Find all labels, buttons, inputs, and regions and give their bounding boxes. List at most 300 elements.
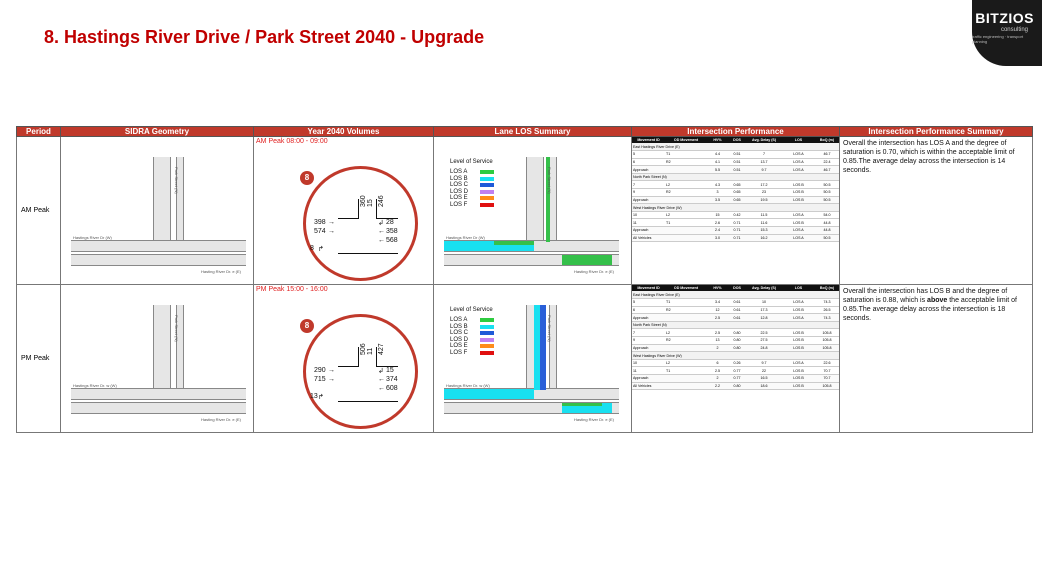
geometry-diagram (434, 137, 631, 284)
performance-summary (840, 137, 1032, 177)
perf-cell: LOS B (782, 337, 815, 345)
arrow-east-3: ← (378, 237, 385, 244)
legend-title: Level of Service (450, 159, 493, 165)
perf-cell: 6 (632, 306, 665, 314)
page-title: 8. Hastings River Drive / Park Street 2040 - Upgrade (44, 27, 485, 47)
perf-cell: 26.5 (815, 306, 839, 314)
volumes-cell (254, 137, 434, 285)
perf-cell: R2 (665, 337, 707, 345)
perf-cell: LOS B (782, 344, 815, 352)
perf-cell: 70.7 (815, 375, 839, 383)
legend-label: LOS E (450, 195, 468, 202)
perf-cell: LOS B (782, 181, 815, 189)
perf-section: West Hastings River Drive (W) (632, 352, 839, 360)
north-road-label: Park Street (N) (174, 167, 179, 194)
perf-cell: 0.51 (728, 151, 746, 159)
perf-cell: 13 (707, 337, 728, 345)
perf-cell: LOS A (782, 211, 815, 219)
volume-east-1: 15 (386, 367, 394, 374)
perf-cell: LOS A (782, 158, 815, 166)
perf-cell: LOS A (782, 166, 815, 174)
legend-label: LOS D (450, 188, 469, 195)
volume-east-1: 28 (386, 219, 394, 226)
volume-east-3: 568 (386, 237, 398, 244)
perf-cell: LOS A (782, 359, 815, 367)
perf-header: LOS (782, 137, 815, 143)
arrow-east-2: ← (378, 228, 385, 235)
perf-cell: 3 (707, 189, 728, 197)
lane-east-los (562, 255, 612, 265)
analysis-table (16, 126, 1033, 433)
volume-north-a: 506 (360, 343, 367, 355)
perf-row (632, 196, 839, 204)
legend-label: LOS F (450, 201, 468, 208)
perf-section: East Hastings River Drive (E) (632, 291, 839, 299)
perf-cell: 4.3 (707, 181, 728, 189)
perf-cell: 74.3 (815, 299, 839, 307)
performance-table (632, 137, 839, 242)
perf-row (632, 143, 839, 151)
perf-cell: LOS B (782, 189, 815, 197)
perf-cell: 11 (632, 219, 665, 227)
perf-row (632, 382, 839, 390)
perf-row (632, 359, 839, 367)
perf-cell: 2.5 (707, 367, 728, 375)
perf-row (632, 306, 839, 314)
perf-cell (665, 196, 707, 204)
perf-cell: 54.0 (815, 211, 839, 219)
arrow-east-1: ↲ (378, 368, 384, 375)
legend-label: LOS E (450, 343, 468, 350)
perf-cell: 0.65 (728, 189, 746, 197)
perf-cell: 7 (632, 329, 665, 337)
perf-cell: LOS B (782, 219, 815, 227)
perf-cell: 46.7 (815, 166, 839, 174)
perf-cell: 3.4 (707, 299, 728, 307)
perf-cell: 0.51 (728, 166, 746, 174)
summary-emphasis: above (927, 297, 948, 304)
legend-label: LOS F (450, 349, 468, 356)
volume-south: 13 (310, 393, 318, 400)
volume-west-top: 398 (314, 219, 326, 226)
perf-cell: LOS B (782, 196, 815, 204)
perf-cell: Approach (632, 314, 665, 322)
geometry-diagram (61, 285, 253, 432)
perf-cell: 22.4 (815, 158, 839, 166)
perf-row (632, 367, 839, 375)
perf-cell: 13.7 (746, 158, 782, 166)
north-right-kerb (376, 199, 377, 219)
perf-cell: 15 (707, 211, 728, 219)
perf-cell: 0.42 (728, 211, 746, 219)
perf-cell: 44.8 (815, 219, 839, 227)
perf-header: Avg. Delay (S) (746, 137, 782, 143)
sidra-geometry-cell (61, 137, 254, 285)
perf-row (632, 234, 839, 242)
perf-row (632, 189, 839, 197)
perf-cell: 4.1 (707, 158, 728, 166)
west-top-kerb (338, 366, 359, 367)
north-road (153, 157, 171, 242)
perf-cell: 5.5 (707, 166, 728, 174)
perf-cell: 105.8 (815, 329, 839, 337)
legend-label: LOS B (450, 175, 468, 182)
brand-logo (972, 0, 1042, 66)
geometry-diagram (434, 285, 631, 432)
perf-cell: 6 (632, 158, 665, 166)
perf-cell: 3.0 (707, 234, 728, 242)
lane-los-cell (434, 137, 632, 285)
arrow-east-1: ↲ (378, 220, 384, 227)
arrow-west-bot: → (328, 228, 335, 235)
perf-row (632, 375, 839, 383)
arrow-west-top: → (328, 219, 335, 226)
perf-cell: L2 (665, 211, 707, 219)
peak-time-label: PM Peak 15:00 - 16:00 (256, 286, 328, 293)
perf-cell: 0.51 (728, 158, 746, 166)
perf-cell: R2 (665, 189, 707, 197)
perf-cell: 0.61 (728, 306, 746, 314)
perf-cell: 0.65 (728, 196, 746, 204)
perf-cell: 19.5 (746, 196, 782, 204)
west-road-label: Hastings River Dr. w (W) (73, 383, 117, 388)
perf-section: East Hastings River Drive (E) (632, 143, 839, 151)
perf-cell: 0.71 (728, 219, 746, 227)
perf-cell: 0.80 (728, 344, 746, 352)
legend-label: LOS A (450, 317, 468, 324)
perf-header: Movement ID (632, 285, 665, 291)
perf-cell: 2 (707, 344, 728, 352)
logo-sub: consulting (1000, 27, 1028, 33)
perf-cell: 0.61 (728, 299, 746, 307)
west-road-label: Hastings River Dr (W) (446, 235, 485, 240)
col-period: Period (17, 127, 61, 137)
west-road-label: Hastings River Dr. w (W) (446, 383, 490, 388)
performance-cell (632, 285, 840, 433)
perf-row (632, 352, 839, 360)
perf-row (632, 337, 839, 345)
perf-cell: 22.5 (746, 329, 782, 337)
perf-header: Movement ID (632, 137, 665, 143)
period-label: AM Peak (17, 137, 61, 285)
perf-cell: 3.5 (707, 196, 728, 204)
perf-section: North Park Street (N) (632, 173, 839, 181)
perf-cell: 18.6 (746, 382, 782, 390)
perf-cell: 2.2 (707, 382, 728, 390)
perf-cell: 0.77 (728, 367, 746, 375)
perf-cell: R2 (665, 306, 707, 314)
perf-row (632, 344, 839, 352)
north-road (153, 305, 171, 390)
perf-cell: 11.6 (746, 219, 782, 227)
perf-cell: 16.5 (746, 375, 782, 383)
site-badge: 8 (300, 171, 314, 185)
summary-text: Overall the intersection has LOS B and the degree of saturation is 0.88, which is (843, 288, 1008, 304)
perf-cell: L2 (665, 359, 707, 367)
perf-cell: 74.3 (815, 314, 839, 322)
west-top-kerb (338, 218, 359, 219)
perf-cell: 10 (632, 211, 665, 219)
perf-cell: All Vehicles (632, 234, 665, 242)
perf-header: DOS (728, 285, 746, 291)
perf-header: OD Movement (665, 285, 707, 291)
north-road-label: Park Street (N) (547, 315, 552, 342)
perf-cell: 105.8 (815, 344, 839, 352)
perf-cell: 2.5 (707, 329, 728, 337)
south-kerb (338, 401, 398, 402)
east-road-label: Hasting River Dr. e (E) (201, 417, 242, 422)
perf-cell (665, 382, 707, 390)
perf-cell: 0.80 (728, 337, 746, 345)
period-row (17, 137, 1033, 285)
perf-cell: 22 (746, 367, 782, 375)
peak-time-label: AM Peak 08:00 - 09:00 (256, 138, 328, 145)
perf-cell: R2 (665, 158, 707, 166)
summary-cell (840, 137, 1033, 285)
summary-text-end: the acceptable limit of 0.85.The average delay across the intersection is 18 seconds. (843, 297, 1017, 322)
perf-header: HV% (707, 285, 728, 291)
east-road-label: Hasting River Dr. e (E) (201, 269, 242, 274)
perf-cell: LOS A (782, 314, 815, 322)
volumes-cell (254, 285, 434, 433)
volume-east-2: 374 (386, 376, 398, 383)
volume-west-bot: 574 (314, 228, 326, 235)
perf-cell: L2 (665, 181, 707, 189)
perf-row (632, 204, 839, 212)
perf-cell: 0.71 (728, 234, 746, 242)
perf-row (632, 158, 839, 166)
perf-cell: 7 (632, 181, 665, 189)
performance-table (632, 285, 839, 390)
perf-cell: All Vehicles (632, 382, 665, 390)
perf-cell: Approach (632, 166, 665, 174)
volume-east-3: 608 (386, 385, 398, 392)
perf-header: OD Movement (665, 137, 707, 143)
perf-section: West Hastings River Drive (W) (632, 204, 839, 212)
perf-row (632, 314, 839, 322)
perf-cell: Approach (632, 196, 665, 204)
legend-label: LOS D (450, 336, 469, 343)
perf-header: BoQ (m) (815, 285, 839, 291)
south-kerb (338, 253, 398, 254)
legend-title: Level of Service (450, 307, 493, 313)
perf-row (632, 219, 839, 227)
lane-north-los-2 (534, 305, 540, 390)
perf-row (632, 321, 839, 329)
east-road-label: Hasting River Dr. e (E) (574, 269, 615, 274)
perf-cell: 10 (746, 299, 782, 307)
lane-east-los-2 (562, 403, 602, 406)
perf-cell: 12.8 (746, 314, 782, 322)
west-road-label: Hastings River Dr (W) (73, 235, 112, 240)
perf-section: North Park Street (N) (632, 321, 839, 329)
perf-cell: L2 (665, 329, 707, 337)
perf-row (632, 211, 839, 219)
west-road (71, 240, 246, 252)
perf-header: LOS (782, 285, 815, 291)
perf-cell: LOS A (782, 151, 815, 159)
col-intersection-performance: Intersection Performance (632, 127, 840, 137)
arrow-west-top: → (328, 367, 335, 374)
performance-cell (632, 137, 840, 285)
lane-west-los-2 (494, 241, 534, 245)
perf-cell: 9 (632, 189, 665, 197)
perf-cell: 11 (632, 367, 665, 375)
perf-cell (665, 227, 707, 235)
west-road (71, 388, 246, 400)
perf-cell: 50.5 (815, 181, 839, 189)
lane-west-los (444, 389, 534, 399)
perf-cell: 0.80 (728, 382, 746, 390)
perf-cell: 2 (707, 375, 728, 383)
perf-row (632, 329, 839, 337)
col-sidra-geometry: SIDRA Geometry (61, 127, 254, 137)
east-road-label: Hasting River Dr. e (E) (574, 417, 615, 422)
sidra-geometry-cell (61, 285, 254, 433)
summary-text: Overall the intersection has LOS A and the degree of saturation is 0.70, which is within the acceptable limit of 0.85.The average delay across the intersection is 14 seconds. (843, 140, 1015, 174)
period-label: PM Peak (17, 285, 61, 433)
perf-cell: LOS A (782, 234, 815, 242)
perf-cell: Approach (632, 227, 665, 235)
perf-row (632, 227, 839, 235)
performance-summary (840, 285, 1032, 325)
perf-cell: LOS B (782, 367, 815, 375)
north-road-label: Park Street (N) (174, 315, 179, 342)
volume-south: 8 (310, 245, 314, 252)
perf-cell: 2.5 (707, 314, 728, 322)
perf-cell: 105.8 (815, 337, 839, 345)
east-road (71, 254, 246, 266)
perf-cell: 46.7 (815, 151, 839, 159)
perf-cell: T1 (665, 367, 707, 375)
summary-cell (840, 285, 1033, 433)
perf-cell: 17.2 (746, 181, 782, 189)
volume-north-a: 360 (360, 195, 367, 207)
perf-cell: Approach (632, 344, 665, 352)
perf-cell: 50.5 (815, 196, 839, 204)
north-left-kerb (358, 347, 359, 367)
east-road (71, 402, 246, 414)
perf-header: DOS (728, 137, 746, 143)
perf-cell: 23 (746, 189, 782, 197)
perf-cell: 9 (632, 337, 665, 345)
perf-cell: 2.4 (707, 227, 728, 235)
col-performance-summary: Intersection Performance Summary (840, 127, 1033, 137)
perf-cell: LOS B (782, 375, 815, 383)
perf-cell: LOS A (782, 227, 815, 235)
arrow-south: ↱ (318, 394, 324, 401)
arrow-south: ↱ (318, 246, 324, 253)
perf-row (632, 151, 839, 159)
volume-east-2: 358 (386, 228, 398, 235)
perf-cell: LOS B (782, 382, 815, 390)
period-row (17, 285, 1033, 433)
logo-tagline: traffic engineering · transport planning (972, 34, 1024, 44)
perf-cell (665, 234, 707, 242)
north-road (526, 157, 544, 242)
north-right-kerb (376, 347, 377, 367)
legend-label: LOS C (450, 330, 469, 337)
perf-row (632, 166, 839, 174)
perf-header: HV% (707, 137, 728, 143)
perf-cell: 5 (632, 299, 665, 307)
perf-cell: T1 (665, 151, 707, 159)
perf-cell: LOS A (782, 299, 815, 307)
volume-north-b: 15 (367, 199, 374, 207)
perf-cell (665, 375, 707, 383)
lane-los-cell (434, 285, 632, 433)
perf-row (632, 181, 839, 189)
perf-cell (665, 344, 707, 352)
perf-cell: LOS B (782, 306, 815, 314)
col-lane-los: Lane LOS Summary (434, 127, 632, 137)
north-left-kerb (358, 199, 359, 219)
perf-cell: 105.8 (815, 382, 839, 390)
perf-cell: 0.61 (728, 314, 746, 322)
perf-cell: 0.80 (728, 329, 746, 337)
perf-cell: 17.3 (746, 306, 782, 314)
perf-cell: 12 (707, 306, 728, 314)
volume-west-bot: 715 (314, 376, 326, 383)
perf-cell: 6 (707, 359, 728, 367)
perf-cell: 50.5 (815, 234, 839, 242)
legend-label: LOS C (450, 182, 469, 189)
arrow-east-2: ← (378, 376, 385, 383)
perf-cell: 0.71 (728, 227, 746, 235)
perf-cell: 7 (746, 151, 782, 159)
perf-header: Avg. Delay (S) (746, 285, 782, 291)
north-road-label: Park Street (N) (547, 167, 552, 194)
perf-cell: 44.8 (815, 227, 839, 235)
legend-label: LOS A (450, 169, 468, 176)
site-badge: 8 (300, 319, 314, 333)
perf-cell: 9.7 (746, 166, 782, 174)
perf-header: BoQ (m) (815, 137, 839, 143)
perf-cell: 16.2 (746, 234, 782, 242)
perf-cell: 24.8 (746, 344, 782, 352)
perf-cell: 15.3 (746, 227, 782, 235)
arrow-west-bot: → (328, 376, 335, 383)
perf-cell: 27.5 (746, 337, 782, 345)
logo-name: BITZIOS (975, 10, 1034, 26)
legend-label: LOS B (450, 323, 468, 330)
arrow-east-3: ← (378, 385, 385, 392)
perf-cell: Approach (632, 375, 665, 383)
perf-row (632, 173, 839, 181)
perf-cell: T1 (665, 299, 707, 307)
perf-cell: 70.7 (815, 367, 839, 375)
perf-cell: 5 (632, 151, 665, 159)
perf-cell: 10 (632, 359, 665, 367)
perf-row (632, 299, 839, 307)
perf-cell: 0.26 (728, 359, 746, 367)
perf-cell (665, 166, 707, 174)
perf-cell: 4.4 (707, 151, 728, 159)
volume-north-c: 427 (378, 343, 385, 355)
perf-cell: 22.6 (815, 359, 839, 367)
perf-cell: 0.65 (728, 181, 746, 189)
volume-north-b: 11 (367, 347, 374, 355)
perf-cell (665, 314, 707, 322)
perf-row (632, 291, 839, 299)
perf-cell: 11.5 (746, 211, 782, 219)
lane-north-los (540, 305, 546, 390)
header-row (17, 127, 1033, 137)
col-volumes: Year 2040 Volumes (254, 127, 434, 137)
perf-cell: 0.77 (728, 375, 746, 383)
perf-cell: LOS B (782, 329, 815, 337)
perf-cell: 9.7 (746, 359, 782, 367)
